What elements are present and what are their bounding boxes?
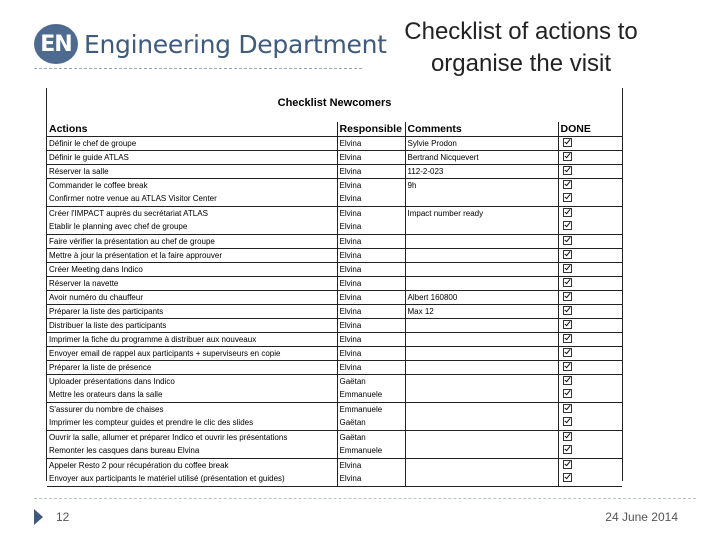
responsible-cell xyxy=(337,151,405,165)
action-cell xyxy=(47,137,337,151)
table-row xyxy=(47,235,622,249)
responsible-cell xyxy=(337,137,405,151)
done-cell xyxy=(558,277,622,291)
action-cell-line: Confirmer notre venue au ATLAS Visitor Center xyxy=(49,194,217,203)
page-number: 12 xyxy=(56,510,70,524)
checkbox-checked-icon xyxy=(563,432,572,441)
checkbox-checked-icon xyxy=(563,208,572,217)
action-cell xyxy=(47,249,337,263)
action-cell xyxy=(47,459,337,487)
responsible-cell-line: Elvina xyxy=(339,321,362,330)
action-cell-line: Appeler Resto 2 pour récupération du coffee break xyxy=(49,461,229,470)
action-cell xyxy=(47,263,337,277)
slide-title-line-1: Checklist of actions to xyxy=(404,18,638,45)
responsible-cell-line: Elvina xyxy=(339,363,362,372)
table-row xyxy=(47,305,622,319)
table-row xyxy=(47,361,622,375)
table-row xyxy=(47,375,622,403)
comments-cell xyxy=(405,249,558,263)
responsible-cell xyxy=(337,403,405,431)
checkbox-checked-icon xyxy=(563,278,572,287)
table-row xyxy=(47,319,622,333)
comments-cell-line xyxy=(408,472,556,485)
action-cell-line: Faire vérifier la présentation au chef de groupe xyxy=(49,237,215,246)
done-cell xyxy=(558,459,622,487)
done-line xyxy=(563,361,621,374)
done-line xyxy=(563,192,621,205)
action-cell xyxy=(47,179,337,207)
checkbox-checked-icon xyxy=(563,348,572,357)
checkbox-checked-icon xyxy=(563,193,572,202)
responsible-cell-line: Elvina xyxy=(339,349,362,358)
comments-cell-line: 112-2-023 xyxy=(407,167,444,176)
comments-cell xyxy=(405,319,558,333)
comments-cell xyxy=(405,375,558,403)
responsible-cell-line: Elvina xyxy=(339,153,362,162)
checkbox-checked-icon xyxy=(563,417,572,426)
comments-cell-line: Sylvie Prodon xyxy=(407,139,457,148)
table-row xyxy=(47,263,622,277)
action-cell xyxy=(47,333,337,347)
action-cell-line: Définir le chef de groupe xyxy=(49,139,137,148)
done-line xyxy=(563,319,621,332)
table-row xyxy=(47,403,622,431)
action-cell xyxy=(47,165,337,179)
comments-cell xyxy=(405,291,558,305)
done-cell xyxy=(558,305,622,319)
done-line xyxy=(563,220,621,233)
responsible-cell-line: Elvina xyxy=(339,194,362,203)
responsible-cell-line: Elvina xyxy=(339,461,362,470)
comments-cell xyxy=(405,459,558,487)
action-cell-line: Etablir le planning avec chef de groupe xyxy=(49,222,188,231)
table-header-row xyxy=(47,122,622,137)
checkbox-checked-icon xyxy=(563,166,572,175)
action-cell-line: Commander le coffee break xyxy=(49,181,148,190)
table-row xyxy=(47,459,622,487)
footer-divider xyxy=(34,498,696,499)
comments-cell xyxy=(405,137,558,151)
table-row xyxy=(47,291,622,305)
department-name: Engineering Department xyxy=(84,29,387,59)
responsible-cell xyxy=(337,291,405,305)
comments-cell-line xyxy=(408,235,556,248)
column-header: Responsible xyxy=(337,122,405,137)
responsible-cell-line: Elvina xyxy=(339,222,362,231)
done-cell xyxy=(558,207,622,235)
checkbox-checked-icon xyxy=(563,264,572,273)
comments-cell xyxy=(405,403,558,431)
table-row xyxy=(47,207,622,235)
done-cell xyxy=(558,347,622,361)
comments-cell-line xyxy=(408,416,556,429)
comments-cell-line: Bertrand Nicquevert xyxy=(407,153,479,162)
table-row xyxy=(47,277,622,291)
done-cell xyxy=(558,263,622,277)
checklist-table-frame xyxy=(46,88,623,481)
responsible-cell xyxy=(337,263,405,277)
comments-cell-line xyxy=(408,388,556,401)
comments-cell xyxy=(405,347,558,361)
column-header: DONE xyxy=(558,122,622,137)
responsible-cell xyxy=(337,207,405,235)
action-cell xyxy=(47,375,337,403)
comments-cell xyxy=(405,305,558,319)
comments-cell-line xyxy=(408,444,556,457)
action-cell-line: Imprimer les compteur guides et prendre le clic des slides xyxy=(49,418,254,427)
done-cell xyxy=(558,137,622,151)
done-line xyxy=(563,179,621,192)
checkbox-checked-icon xyxy=(563,404,572,413)
done-line xyxy=(563,333,621,346)
checkbox-checked-icon xyxy=(563,138,572,147)
checkbox-checked-icon xyxy=(563,180,572,189)
done-line xyxy=(563,403,621,416)
checkbox-checked-icon xyxy=(563,376,572,385)
action-cell-line: Imprimer la fiche du programme à distribuer aux nouveaux xyxy=(49,335,257,344)
column-header: Actions xyxy=(47,122,337,137)
table-row xyxy=(47,431,622,459)
checkbox-checked-icon xyxy=(563,152,572,161)
done-cell xyxy=(558,291,622,305)
comments-cell-line: 9h xyxy=(407,181,417,190)
done-cell xyxy=(558,333,622,347)
comments-cell xyxy=(405,277,558,291)
done-line xyxy=(563,459,621,472)
comments-cell xyxy=(405,431,558,459)
comments-cell xyxy=(405,207,558,235)
responsible-cell-line: Gaëtan xyxy=(339,418,366,427)
action-cell-line: Créer Meeting dans Indico xyxy=(49,265,143,274)
done-cell xyxy=(558,179,622,207)
action-cell xyxy=(47,305,337,319)
responsible-cell xyxy=(337,361,405,375)
table-title: Checklist Newcomers xyxy=(277,97,392,109)
table-row xyxy=(47,333,622,347)
done-cell xyxy=(558,165,622,179)
action-cell xyxy=(47,403,337,431)
action-cell xyxy=(47,319,337,333)
triangle-bullet-icon xyxy=(34,509,43,525)
action-cell-line: Envoyer aux participants le matériel utilisé (présentation et guides) xyxy=(49,474,285,483)
action-cell-line: Avoir numéro du chauffeur xyxy=(49,293,143,302)
comments-cell xyxy=(405,333,558,347)
checkbox-checked-icon xyxy=(563,250,572,259)
action-cell xyxy=(47,361,337,375)
checkbox-checked-icon xyxy=(563,221,572,230)
done-cell xyxy=(558,319,622,333)
done-cell xyxy=(558,151,622,165)
action-cell-line: Mettre les orateurs dans la salle xyxy=(49,390,163,399)
comments-cell xyxy=(405,263,558,277)
comments-cell xyxy=(405,361,558,375)
action-cell-line: Ouvrir la salle, allumer et préparer Indico et ouvrir les présentations xyxy=(49,433,288,442)
action-cell xyxy=(47,277,337,291)
responsible-cell xyxy=(337,305,405,319)
column-header: Comments xyxy=(405,122,558,137)
comments-cell xyxy=(405,235,558,249)
action-cell xyxy=(47,207,337,235)
comments-cell xyxy=(405,165,558,179)
done-line xyxy=(563,444,621,457)
responsible-cell xyxy=(337,347,405,361)
checkbox-checked-icon xyxy=(563,389,572,398)
responsible-cell-line: Elvina xyxy=(339,474,362,483)
done-cell xyxy=(558,403,622,431)
comments-cell-line: Impact number ready xyxy=(407,209,484,218)
checkbox-checked-icon xyxy=(563,362,572,371)
done-cell xyxy=(558,431,622,459)
comments-cell-line xyxy=(408,347,556,360)
checkbox-checked-icon xyxy=(563,236,572,245)
table-row xyxy=(47,165,622,179)
responsible-cell xyxy=(337,459,405,487)
comments-cell-line xyxy=(408,319,556,332)
responsible-cell-line: Elvina xyxy=(339,265,362,274)
action-cell-line: Préparer la liste des participants xyxy=(49,307,164,316)
responsible-cell-line: Elvina xyxy=(339,167,362,176)
action-cell-line: Envoyer email de rappel aux participants + superviseurs en copie xyxy=(49,349,281,358)
footer-date: 24 June 2014 xyxy=(605,510,678,524)
done-line xyxy=(563,277,621,290)
done-line xyxy=(563,263,621,276)
comments-cell-line xyxy=(408,249,556,262)
responsible-cell xyxy=(337,277,405,291)
action-cell-line: S'assurer du nombre de chaises xyxy=(49,405,164,414)
comments-cell-line: Max 12 xyxy=(407,307,434,316)
slide-title-line-2: organise the visit xyxy=(430,50,612,77)
checkbox-checked-icon xyxy=(563,334,572,343)
action-cell-line: Réserver la navette xyxy=(49,279,119,288)
table-row xyxy=(47,179,622,207)
done-cell xyxy=(558,361,622,375)
table-row xyxy=(47,347,622,361)
responsible-cell xyxy=(337,319,405,333)
responsible-cell-line: Elvina xyxy=(339,181,362,190)
checkbox-checked-icon xyxy=(563,473,572,482)
comments-cell xyxy=(405,151,558,165)
logo xyxy=(34,24,387,64)
done-line xyxy=(563,431,621,444)
responsible-cell xyxy=(337,333,405,347)
comments-cell-line xyxy=(408,403,556,416)
action-cell-line: Créer l'IMPACT auprès du secrétariat ATLAS xyxy=(49,209,208,218)
action-cell-line: Uploader présentations dans Indico xyxy=(49,377,175,386)
responsible-cell xyxy=(337,235,405,249)
done-line xyxy=(563,151,621,164)
responsible-cell xyxy=(337,249,405,263)
responsible-cell-line: Elvina xyxy=(339,209,362,218)
responsible-cell-line: Emmanuele xyxy=(339,446,383,455)
responsible-cell-line: Emmanuele xyxy=(339,390,383,399)
comments-cell-line: Albert 160800 xyxy=(407,293,458,302)
action-cell-line: Définir le guide ATLAS xyxy=(49,153,129,162)
checkbox-checked-icon xyxy=(563,445,572,454)
responsible-cell-line: Elvina xyxy=(339,307,362,316)
done-cell xyxy=(558,235,622,249)
done-line xyxy=(563,207,621,220)
done-line xyxy=(563,472,621,485)
done-line xyxy=(563,347,621,360)
responsible-cell xyxy=(337,179,405,207)
checklist-table xyxy=(47,122,622,487)
done-line xyxy=(563,249,621,262)
checkbox-checked-icon xyxy=(563,460,572,469)
comments-cell-line xyxy=(408,263,556,276)
action-cell xyxy=(47,151,337,165)
slide-title xyxy=(380,16,662,80)
done-line xyxy=(563,235,621,248)
comments-cell-line xyxy=(408,361,556,374)
comments-cell-line xyxy=(408,375,556,388)
table-row xyxy=(47,249,622,263)
table-row xyxy=(47,151,622,165)
checkbox-checked-icon xyxy=(563,320,572,329)
comments-cell xyxy=(405,179,558,207)
done-line xyxy=(563,165,621,178)
comments-cell-line xyxy=(408,277,556,290)
responsible-cell-line: Elvina xyxy=(339,293,362,302)
comments-cell-line xyxy=(408,431,556,444)
responsible-cell-line: Elvina xyxy=(339,237,362,246)
action-cell-line: Remonter les casques dans bureau Elvina xyxy=(49,446,200,455)
responsible-cell xyxy=(337,165,405,179)
action-cell-line: Réserver la salle xyxy=(49,167,109,176)
action-cell xyxy=(47,347,337,361)
responsible-cell-line: Elvina xyxy=(339,139,362,148)
comments-cell-line xyxy=(408,459,556,472)
table-row xyxy=(47,137,622,151)
table-body xyxy=(47,137,622,487)
checkbox-checked-icon xyxy=(563,306,572,315)
done-cell xyxy=(558,375,622,403)
done-line xyxy=(563,375,621,388)
responsible-cell-line: Emmanuele xyxy=(339,405,383,414)
logo-mark: EN xyxy=(34,24,78,64)
done-line xyxy=(563,291,621,304)
action-cell xyxy=(47,291,337,305)
action-cell xyxy=(47,431,337,459)
done-line xyxy=(563,388,621,401)
done-line xyxy=(563,305,621,318)
comments-cell-line xyxy=(408,333,556,346)
done-line xyxy=(563,416,621,429)
action-cell-line: Préparer la liste de présence xyxy=(49,363,152,372)
checkbox-checked-icon xyxy=(563,292,572,301)
comments-cell-line xyxy=(408,192,556,205)
responsible-cell-line: Elvina xyxy=(339,279,362,288)
responsible-cell-line: Elvina xyxy=(339,335,362,344)
comments-cell-line xyxy=(408,220,556,233)
action-cell xyxy=(47,235,337,249)
responsible-cell-line: Gaëtan xyxy=(339,377,366,386)
header-divider xyxy=(34,68,362,69)
done-line xyxy=(563,137,621,150)
done-cell xyxy=(558,249,622,263)
responsible-cell xyxy=(337,431,405,459)
responsible-cell-line: Gaëtan xyxy=(339,433,366,442)
action-cell-line: Distribuer la liste des participants xyxy=(49,321,167,330)
action-cell-line: Mettre à jour la présentation et la faire approuver xyxy=(49,251,222,260)
responsible-cell xyxy=(337,375,405,403)
responsible-cell-line: Elvina xyxy=(339,251,362,260)
